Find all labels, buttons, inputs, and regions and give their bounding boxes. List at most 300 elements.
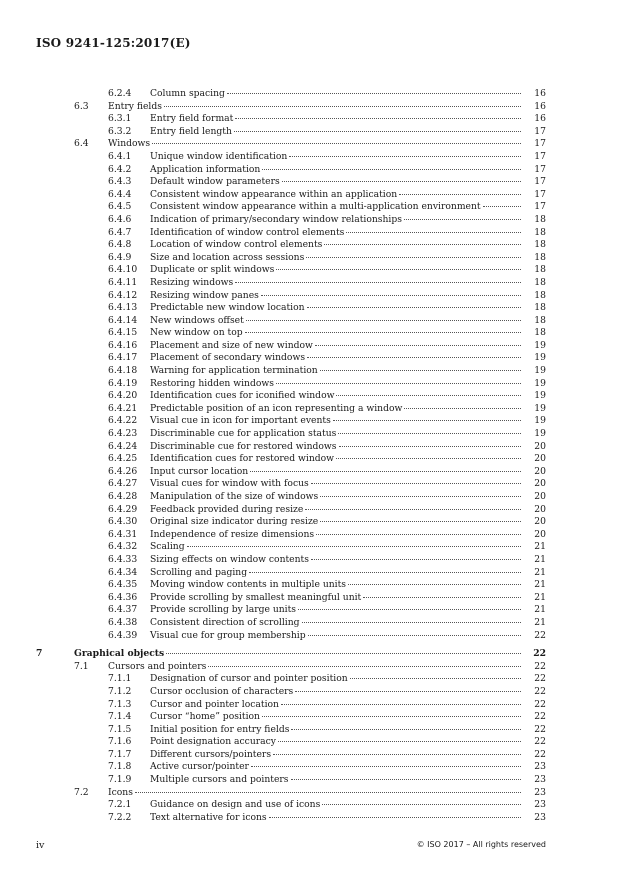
toc-entry-page: 17	[534, 176, 546, 188]
dot-leader	[348, 584, 521, 585]
toc-entry-title: Multiple cursors and pointers	[150, 774, 289, 786]
toc-entry-title: Point designation accuracy	[150, 736, 276, 748]
toc-entry-title-wrap	[150, 617, 522, 630]
toc-entry-number: 6.3	[74, 100, 89, 112]
toc-entry-number: 6.4.29	[108, 503, 138, 515]
toc-entry-page: 21	[534, 591, 546, 603]
toc-entry-page: 19	[534, 365, 546, 377]
toc-entry[interactable]	[0, 478, 620, 491]
toc-entry[interactable]	[0, 699, 620, 712]
toc-entry-title: Cursor “home” position	[150, 711, 260, 723]
toc-entry-page: 20	[534, 453, 546, 465]
toc-entry-title-wrap	[150, 277, 522, 290]
toc-entry-number: 6.4.31	[108, 528, 138, 540]
toc-entry[interactable]	[0, 661, 620, 674]
toc-entry[interactable]	[0, 673, 620, 686]
toc-entry[interactable]	[0, 799, 620, 812]
toc-entry-title: Moving window contents in multiple units	[150, 579, 347, 591]
toc-entry-number: 6.4.13	[108, 302, 138, 314]
dot-leader	[346, 232, 521, 233]
toc-entry-title-wrap	[150, 736, 522, 749]
toc-entry-title: Resizing windows	[150, 276, 234, 288]
toc-entry-number: 7.2	[74, 786, 89, 798]
toc-entry-page: 22	[534, 748, 546, 760]
toc-entry[interactable]	[0, 403, 620, 416]
toc-entry[interactable]	[0, 227, 620, 240]
toc-entry[interactable]	[0, 88, 620, 101]
toc-entry-number: 6.4.37	[108, 604, 138, 616]
toc-entry-title-wrap	[150, 378, 522, 391]
toc-entry-number: 6.4.23	[108, 428, 138, 440]
dot-leader	[298, 609, 521, 610]
toc-entry-number: 7.1.9	[108, 774, 132, 786]
toc-entry-title-wrap	[150, 403, 522, 416]
toc-entry[interactable]	[0, 567, 620, 580]
toc-entry-page: 16	[534, 100, 546, 112]
dot-leader	[261, 295, 521, 296]
toc-entry-number: 6.4.17	[108, 352, 138, 364]
toc-entry-title: New window on top	[150, 327, 243, 339]
toc-entry-number: 6.4.14	[108, 314, 138, 326]
toc-entry-title-wrap	[150, 799, 522, 812]
dot-leader	[404, 408, 521, 409]
toc-entry-page: 23	[534, 799, 546, 811]
toc-entry-number: 6.4.11	[108, 276, 138, 288]
dot-leader	[483, 206, 521, 207]
toc-entry[interactable]	[0, 686, 620, 699]
toc-entry-number: 7.1.2	[108, 685, 132, 697]
dot-leader	[363, 597, 521, 598]
toc-entry[interactable]	[0, 378, 620, 391]
toc-entry[interactable]	[0, 428, 620, 441]
dot-leader	[307, 357, 521, 358]
toc-entry-title: Discriminable cue for restored windows	[150, 440, 337, 452]
toc-entry-number: 6.4.20	[108, 390, 138, 402]
toc-entry[interactable]	[0, 302, 620, 315]
toc-entry-title: Indication of primary/secondary window relationships	[150, 213, 402, 225]
toc-entry[interactable]	[0, 504, 620, 517]
toc-entry[interactable]	[0, 138, 620, 151]
dot-leader	[282, 181, 521, 182]
toc-entry-number: 7.1.7	[108, 748, 132, 760]
toc-entry-title: Unique window identification	[150, 150, 288, 162]
toc-entry-title-wrap	[108, 787, 522, 800]
dot-leader	[302, 622, 521, 623]
toc-entry-title-wrap	[108, 661, 522, 674]
toc-entry-title-wrap	[150, 176, 522, 189]
toc-entry-title: Discriminable cue for application status	[150, 428, 337, 440]
toc-entry-number: 6.4.3	[108, 176, 132, 188]
dot-leader	[262, 716, 521, 717]
toc-entry-page: 17	[534, 201, 546, 213]
toc-entry-title-wrap	[150, 164, 522, 177]
toc-entry-title: Text alternative for icons	[150, 811, 267, 823]
toc-entry[interactable]	[0, 151, 620, 164]
toc-entry-title-wrap	[150, 541, 522, 554]
toc-entry-number: 6.4.19	[108, 377, 138, 389]
toc-entry-title: Restoring hidden windows	[150, 377, 274, 389]
toc-entry-number: 6.4.30	[108, 516, 138, 528]
toc-entry-title: Original size indicator during resize	[150, 516, 319, 528]
toc-entry[interactable]	[0, 491, 620, 504]
toc-entry-page: 18	[534, 213, 546, 225]
toc-entry-number: 6.4.6	[108, 213, 132, 225]
dot-leader	[295, 691, 521, 692]
dot-leader	[399, 194, 521, 195]
dot-leader	[234, 131, 521, 132]
toc-entry-title: Location of window control elements	[150, 239, 323, 251]
toc-entry[interactable]	[0, 277, 620, 290]
toc-entry-number: 7.2.2	[108, 811, 132, 823]
dot-leader	[208, 666, 521, 667]
toc-entry-number: 6.4.4	[108, 188, 132, 200]
toc-entry[interactable]	[0, 201, 620, 214]
toc-entry-title: Application information	[150, 163, 261, 175]
toc-entry-title-wrap	[150, 441, 522, 454]
copyright-notice: © ISO 2017 – All rights reserved	[416, 840, 546, 849]
toc-entry-page: 18	[534, 314, 546, 326]
dot-leader	[308, 635, 521, 636]
toc-entry-title: Cursor occlusion of characters	[150, 685, 294, 697]
toc-entry-title: New windows offset	[150, 314, 244, 326]
toc-entry-number: 6.4.21	[108, 402, 138, 414]
toc-entry[interactable]	[0, 164, 620, 177]
toc-entry-page: 20	[534, 528, 546, 540]
toc-entry-number: 6.4.22	[108, 415, 138, 427]
toc-entry[interactable]	[0, 415, 620, 428]
toc-entry[interactable]	[0, 264, 620, 277]
toc-entry[interactable]	[0, 736, 620, 749]
toc-entry-title: Predictable position of an icon representing a window	[150, 402, 403, 414]
toc-entry-page: 22	[534, 660, 546, 672]
toc-entry-title-wrap	[150, 340, 522, 353]
toc-entry-page: 18	[534, 239, 546, 251]
toc-entry-page: 20	[534, 478, 546, 490]
toc-entry-title-wrap	[150, 189, 522, 202]
toc-entry-page: 23	[534, 761, 546, 773]
toc-entry-page: 19	[534, 339, 546, 351]
dot-leader	[250, 471, 521, 472]
toc-entry-title-wrap	[150, 504, 522, 517]
toc-entry[interactable]	[0, 126, 620, 139]
toc-entry[interactable]	[0, 604, 620, 617]
toc-entry-title-wrap	[108, 138, 522, 151]
dot-leader	[187, 546, 521, 547]
toc-entry-number: 6.4.5	[108, 201, 132, 213]
toc-entry-title: Column spacing	[150, 88, 225, 99]
toc-entry-title-wrap	[150, 592, 522, 605]
toc-entry[interactable]	[0, 711, 620, 724]
toc-entry-title: Feedback provided during resize	[150, 503, 304, 515]
toc-entry-title-wrap	[150, 812, 522, 825]
toc-entry-number: 6.4.35	[108, 579, 138, 591]
toc-entry-title-wrap	[150, 774, 522, 787]
toc-entry-page: 20	[534, 503, 546, 515]
toc-entry-title: Visual cue in icon for important events	[150, 415, 331, 427]
toc-entry-number: 6.4.2	[108, 163, 132, 175]
dot-leader	[245, 332, 521, 333]
toc-entry-title: Windows	[108, 138, 151, 150]
dot-leader	[276, 269, 521, 270]
toc-entry-page: 17	[534, 125, 546, 137]
toc-entry-number: 6.4.18	[108, 365, 138, 377]
toc-entry-title: Size and location across sessions	[150, 251, 305, 263]
dot-leader	[289, 156, 521, 157]
toc-entry-title-wrap	[150, 724, 522, 737]
toc-entry-title-wrap	[150, 428, 522, 441]
toc-entry-title-wrap	[150, 302, 522, 315]
toc-entry-page: 17	[534, 150, 546, 162]
toc-entry-page: 22	[534, 673, 546, 685]
toc-entry-page: 21	[534, 579, 546, 591]
dot-leader	[333, 420, 521, 421]
toc-entry-title: Initial position for entry fields	[150, 723, 290, 735]
toc-entry-title: Entry field format	[150, 113, 234, 125]
toc-entry[interactable]	[0, 176, 620, 189]
toc-entry-page: 19	[534, 402, 546, 414]
dot-leader	[305, 509, 521, 510]
toc-entry-title-wrap	[150, 352, 522, 365]
toc-entry-title-wrap	[150, 491, 522, 504]
toc-entry-page: 18	[534, 226, 546, 238]
document-id-header: ISO 9241-125:2017(E)	[36, 36, 191, 50]
toc-entry-page: 19	[534, 415, 546, 427]
toc-entry-title-wrap	[150, 290, 522, 303]
dot-leader	[135, 792, 521, 793]
toc-entry-number: 7.1.5	[108, 723, 132, 735]
toc-entry-title: Entry fields	[108, 100, 162, 112]
toc-entry[interactable]	[0, 774, 620, 787]
toc-entry-page: 16	[534, 88, 546, 99]
toc-entry-number: 6.4.9	[108, 251, 132, 263]
toc-entry[interactable]	[0, 579, 620, 592]
toc-entry-page: 21	[534, 616, 546, 628]
toc-entry-title-wrap	[150, 126, 522, 139]
toc-entry-title: Input cursor location	[150, 465, 249, 477]
toc-entry[interactable]	[0, 541, 620, 554]
toc-entry-number: 7.1	[74, 660, 89, 672]
dot-leader	[291, 779, 522, 780]
toc-entry[interactable]	[0, 239, 620, 252]
dot-leader	[320, 496, 521, 497]
table-of-contents	[0, 88, 620, 824]
toc-entry-number: 6.4.33	[108, 553, 138, 565]
toc-entry-title: Placement and size of new window	[150, 339, 313, 351]
toc-entry-number: 6.2.4	[108, 88, 132, 99]
dot-leader	[339, 446, 522, 447]
toc-entry-title-wrap	[150, 711, 522, 724]
toc-entry-number: 7.1.3	[108, 698, 132, 710]
dot-leader	[322, 804, 521, 805]
toc-entry-page: 20	[534, 465, 546, 477]
toc-entry-number: 6.4.28	[108, 491, 138, 502]
toc-entry-page: 18	[534, 251, 546, 263]
toc-entry-title-wrap	[150, 567, 522, 580]
toc-entry[interactable]	[0, 516, 620, 529]
toc-entry[interactable]	[0, 214, 620, 227]
toc-entry-page: 18	[534, 327, 546, 339]
toc-entry-title: Scrolling and paging	[150, 566, 248, 578]
toc-entry-page: 22	[534, 629, 546, 641]
toc-entry-number: 6.4.27	[108, 478, 138, 490]
toc-entry-title: Scaling	[150, 541, 185, 553]
toc-entry[interactable]	[0, 327, 620, 340]
dot-leader	[307, 307, 521, 308]
toc-entry-title: Visual cues for window with focus	[150, 478, 309, 490]
toc-entry-title: Warning for application termination	[150, 365, 318, 377]
toc-entry-title-wrap	[150, 239, 522, 252]
toc-entry-page: 21	[534, 604, 546, 616]
toc-entry-page: 20	[534, 516, 546, 528]
toc-entry-title: Placement of secondary windows	[150, 352, 306, 364]
toc-entry-title-wrap	[150, 390, 522, 403]
toc-entry[interactable]	[0, 352, 620, 365]
dot-leader	[315, 345, 521, 346]
toc-entry-title-wrap	[150, 478, 522, 491]
toc-entry-number: 6.4.32	[108, 541, 138, 553]
toc-entry-page: 20	[534, 440, 546, 452]
toc-entry[interactable]	[0, 724, 620, 737]
toc-entry-page: 19	[534, 428, 546, 440]
toc-entry-number: 6.4.36	[108, 591, 138, 603]
toc-entry-page: 18	[534, 264, 546, 276]
toc-entry-number: 6.4.25	[108, 453, 138, 465]
toc-entry-page: 22	[534, 698, 546, 710]
toc-entry-title-wrap	[150, 252, 522, 265]
toc-entry[interactable]	[0, 812, 620, 825]
toc-entry[interactable]	[0, 648, 620, 661]
dot-leader	[338, 433, 521, 434]
dot-leader	[269, 817, 521, 818]
toc-entry[interactable]	[0, 189, 620, 202]
toc-entry[interactable]	[0, 761, 620, 774]
toc-entry-title-wrap	[150, 214, 522, 227]
toc-entry[interactable]	[0, 290, 620, 303]
toc-entry-number: 7.1.8	[108, 761, 132, 773]
toc-entry-page: 22	[534, 736, 546, 748]
toc-entry-number: 6.4	[74, 138, 89, 150]
dot-leader	[320, 521, 521, 522]
dot-leader	[320, 370, 521, 371]
toc-entry[interactable]	[0, 441, 620, 454]
toc-entry-page: 18	[534, 302, 546, 314]
toc-entry[interactable]	[0, 252, 620, 265]
dot-leader	[235, 118, 521, 119]
dot-leader	[227, 93, 521, 94]
toc-entry-number: 6.4.38	[108, 616, 138, 628]
toc-entry[interactable]	[0, 787, 620, 800]
toc-entry[interactable]	[0, 113, 620, 126]
dot-leader	[306, 257, 521, 258]
dot-leader	[262, 169, 521, 170]
toc-entry-page: 19	[534, 377, 546, 389]
toc-entry[interactable]	[0, 592, 620, 605]
toc-entry[interactable]	[0, 554, 620, 567]
toc-entry-title: Active cursor/pointer	[150, 761, 249, 773]
toc-entry-title: Entry field length	[150, 125, 232, 137]
toc-entry-title: Visual cue for group membership	[150, 629, 306, 641]
toc-entry-page: 22	[534, 723, 546, 735]
toc-entry-title-wrap	[150, 554, 522, 567]
toc-entry-title: Designation of cursor and pointer position	[150, 673, 348, 685]
toc-entry-title-wrap	[150, 761, 522, 774]
toc-entry-title: Provide scrolling by large units	[150, 604, 297, 616]
toc-entry-title: Cursor and pointer location	[150, 698, 279, 710]
toc-entry-page: 19	[534, 390, 546, 402]
toc-entry[interactable]	[0, 390, 620, 403]
toc-entry-title: Consistent window appearance within a multi-application environment	[150, 201, 481, 213]
toc-entry-number: 6.4.24	[108, 440, 138, 452]
dot-leader	[251, 766, 521, 767]
toc-entry-title-wrap	[150, 466, 522, 479]
toc-entry-title: Guidance on design and use of icons	[150, 799, 321, 811]
toc-entry-title-wrap	[150, 686, 522, 699]
toc-entry-title: Predictable new window location	[150, 302, 305, 314]
toc-entry-number: 7.1.1	[108, 673, 132, 685]
toc-entry[interactable]	[0, 453, 620, 466]
toc-entry-page: 23	[534, 774, 546, 786]
toc-entry-title: Identification of window control elements	[150, 226, 345, 238]
dot-leader	[316, 534, 521, 535]
dot-leader	[311, 483, 521, 484]
toc-entry-title: Icons	[108, 786, 133, 798]
toc-entry-page: 16	[534, 113, 546, 125]
toc-entry-title-wrap	[108, 101, 522, 114]
toc-entry-number: 6.4.10	[108, 264, 138, 276]
toc-entry-number: 6.4.1	[108, 150, 132, 162]
toc-entry-number: 7.1.4	[108, 711, 132, 723]
toc-entry-title-wrap	[150, 630, 522, 643]
toc-entry-title: Independence of resize dimensions	[150, 528, 315, 540]
dot-leader	[276, 383, 521, 384]
toc-entry[interactable]	[0, 315, 620, 328]
toc-entry[interactable]	[0, 617, 620, 630]
toc-entry-title-wrap	[150, 88, 522, 101]
toc-entry[interactable]	[0, 101, 620, 114]
toc-entry[interactable]	[0, 749, 620, 762]
dot-leader	[350, 678, 521, 679]
toc-entry-number: 7	[36, 648, 43, 660]
dot-leader	[291, 729, 521, 730]
toc-entry[interactable]	[0, 340, 620, 353]
toc-entry[interactable]	[0, 466, 620, 479]
dot-leader	[235, 282, 521, 283]
toc-entry-title-wrap	[150, 749, 522, 762]
toc-entry-title-wrap	[150, 151, 522, 164]
toc-entry[interactable]	[0, 630, 620, 643]
toc-entry-title: Identification cues for iconified window	[150, 390, 335, 402]
toc-entry[interactable]	[0, 365, 620, 378]
dot-leader	[281, 704, 521, 705]
toc-entry-title: Different cursors/pointers	[150, 748, 272, 760]
toc-entry-page: 18	[534, 276, 546, 288]
toc-entry-page: 22	[534, 685, 546, 697]
toc-entry-page: 17	[534, 138, 546, 150]
toc-entry-title: Manipulation of the size of windows	[150, 491, 319, 502]
toc-entry-title-wrap	[150, 365, 522, 378]
toc-entry-page: 17	[534, 188, 546, 200]
toc-entry-title: Default window parameters	[150, 176, 280, 188]
dot-leader	[404, 219, 521, 220]
toc-entry-number: 6.4.12	[108, 289, 138, 301]
toc-entry-title-wrap	[150, 227, 522, 240]
dot-leader	[336, 395, 521, 396]
toc-entry-title-wrap	[150, 113, 522, 126]
toc-entry-page: 23	[534, 811, 546, 823]
toc-entry[interactable]	[0, 529, 620, 542]
toc-entry-page: 22	[533, 648, 546, 660]
dot-leader	[278, 741, 521, 742]
